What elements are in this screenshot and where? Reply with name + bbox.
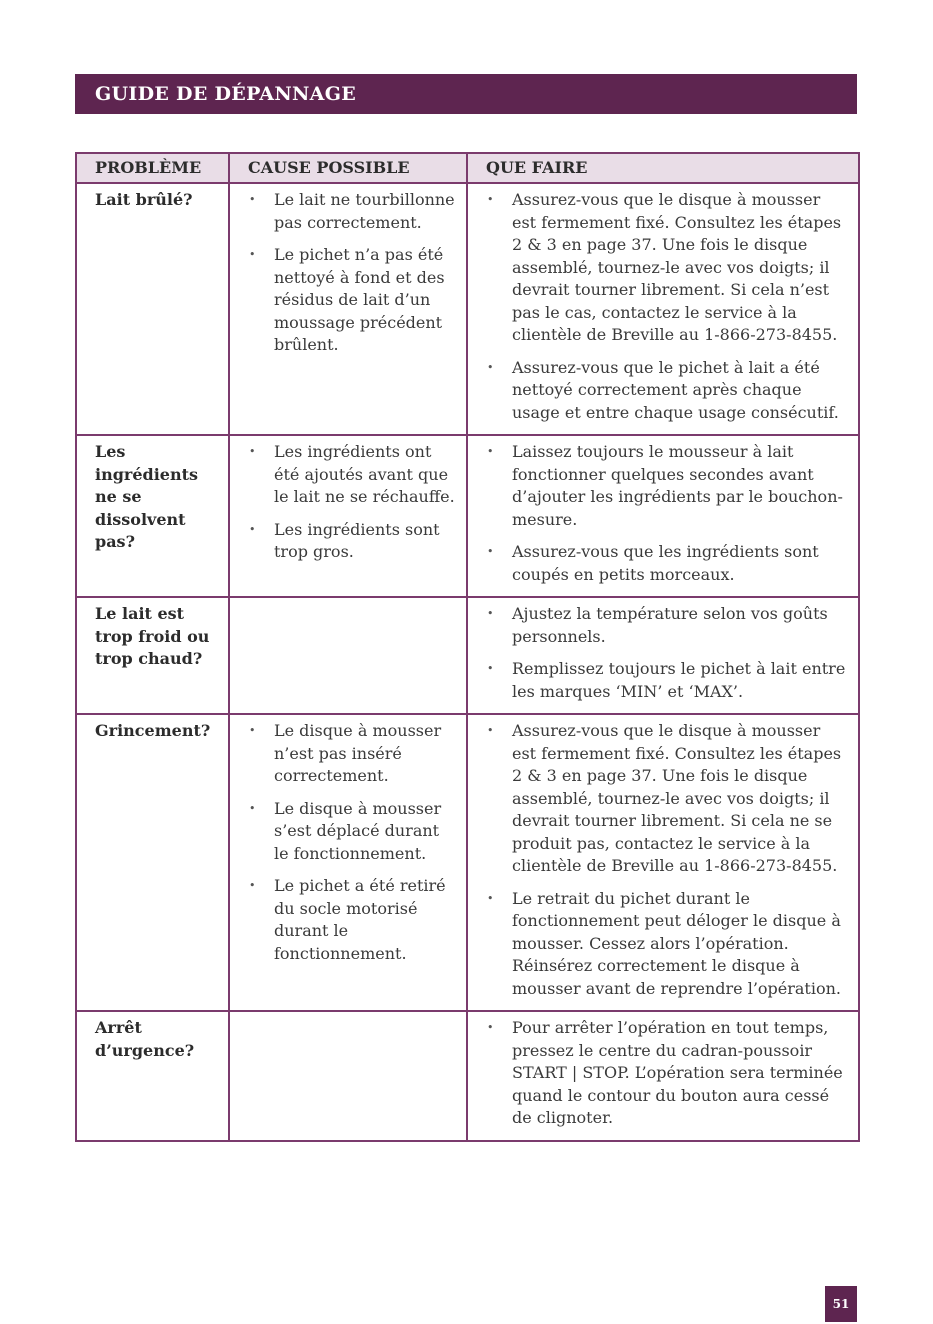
table-row	[76, 597, 859, 714]
table-row	[76, 183, 859, 435]
action-cell	[467, 597, 859, 714]
action-item: • Le retrait du pichet durant le fonctionnement peut déloger le disque à mousser. Cessez alors l’opération. Réinsérez correctement le disque à mousser avant de reprendre l’opération.	[484, 888, 848, 1001]
problem-cell: Grincement?	[76, 714, 229, 1011]
header-cause: CAUSE POSSIBLE	[229, 153, 467, 183]
cause-cell	[229, 714, 467, 1011]
action-cell	[467, 714, 859, 1011]
action-item: • Assurez-vous que le disque à mousser est fermement fixé. Consultez les étapes 2 & 3 en page 37. Une fois le disque assemblé, tournez-le avec vos doigts; il devrait tourner librement. Si cela n’est pas le cas, contactez le service à la clientèle de Breville au 1-866-273-8455.	[484, 189, 848, 347]
table-row	[76, 435, 859, 597]
action-list	[484, 1017, 848, 1130]
table-row	[76, 1011, 859, 1141]
action-list	[484, 720, 848, 1000]
section-title: GUIDE DE DÉPANNAGE	[95, 83, 357, 105]
header-problem: PROBLÈME	[76, 153, 229, 183]
problem-cell: Arrêt d’urgence?	[76, 1011, 229, 1141]
action-item: • Remplissez toujours le pichet à lait entre les marques ‘MIN’ et ‘MAX’.	[484, 658, 848, 703]
page-number: 51	[825, 1286, 857, 1322]
action-item: • Ajustez la température selon vos goûts personnels.	[484, 603, 848, 648]
action-item: • Assurez-vous que le pichet à lait a été nettoyé correctement après chaque usage et entre chaque usage consécutif.	[484, 357, 848, 425]
action-item: • Laissez toujours le mousseur à lait fonctionner quelques secondes avant d’ajouter les ingrédients par le bouchon-mesure.	[484, 441, 848, 531]
problem-cell: Le lait est trop froid ou trop chaud?	[76, 597, 229, 714]
cause-list	[246, 189, 456, 357]
action-cell	[467, 183, 859, 435]
troubleshooting-table	[75, 152, 860, 1142]
cause-item: • Le pichet n’a pas été nettoyé à fond et des résidus de lait d’un moussage précédent brûlent.	[246, 244, 456, 357]
cause-cell	[229, 597, 467, 714]
cause-item: • Le disque à mousser n’est pas inséré correctement.	[246, 720, 456, 788]
cause-item: • Les ingrédients sont trop gros.	[246, 519, 456, 564]
action-list	[484, 441, 848, 586]
table-row	[76, 714, 859, 1011]
action-list	[484, 189, 848, 424]
action-cell	[467, 435, 859, 597]
cause-item: • Le pichet a été retiré du socle motorisé durant le fonctionnement.	[246, 875, 456, 965]
cause-list	[246, 720, 456, 965]
cause-list	[246, 441, 456, 564]
cause-item: • Le disque à mousser s’est déplacé durant le fonctionnement.	[246, 798, 456, 866]
cause-item: • Le lait ne tourbillonne pas correctement.	[246, 189, 456, 234]
problem-cell: Lait brûlé?	[76, 183, 229, 435]
table-header-row	[76, 153, 859, 183]
problem-cell: Les ingrédients ne se dissolvent pas?	[76, 435, 229, 597]
action-item: • Assurez-vous que les ingrédients sont coupés en petits morceaux.	[484, 541, 848, 586]
action-item: • Assurez-vous que le disque à mousser est fermement fixé. Consultez les étapes 2 & 3 en page 37. Une fois le disque assemblé, tournez-le avec vos doigts; il devrait tourner librement. Si cela ne se produit pas, contactez le service à la clientèle de Breville au 1-866-273-8455.	[484, 720, 848, 878]
cause-cell	[229, 435, 467, 597]
header-action: QUE FAIRE	[467, 153, 859, 183]
section-banner	[75, 74, 857, 114]
cause-item: • Les ingrédients ont été ajoutés avant que le lait ne se réchauffe.	[246, 441, 456, 509]
action-list	[484, 603, 848, 703]
action-cell	[467, 1011, 859, 1141]
action-item: • Pour arrêter l’opération en tout temps, pressez le centre du cadran-poussoir START | STOP. L’opération sera terminée quand le contour du bouton aura cessé de clignoter.	[484, 1017, 848, 1130]
cause-cell	[229, 183, 467, 435]
cause-cell	[229, 1011, 467, 1141]
